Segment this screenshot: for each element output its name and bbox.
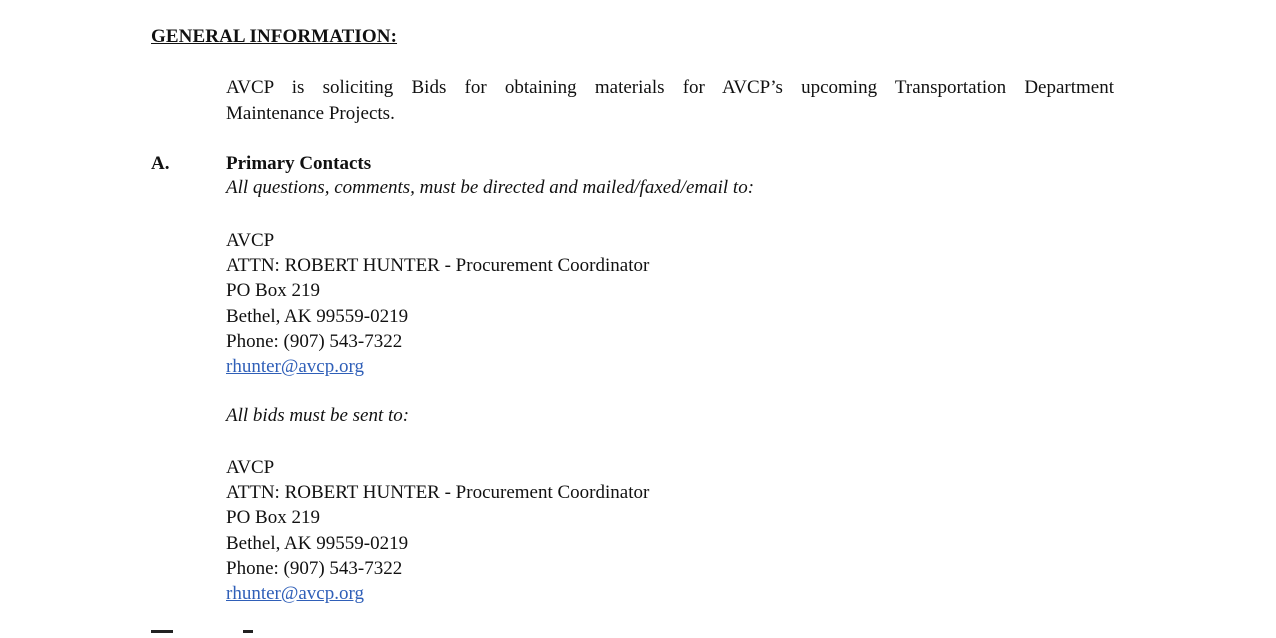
cut-off-next-section: [151, 628, 271, 638]
contact-instructions: All questions, comments, must be directed and mailed/faxed/email to:: [226, 177, 755, 198]
contact-phone: Phone: (907) 543-7322: [226, 557, 403, 579]
section-title: Primary Contacts: [226, 153, 372, 174]
contact-po-box: PO Box 219: [226, 507, 320, 529]
bids-instructions: All bids must be sent to:: [226, 405, 410, 426]
contact-city: Bethel, AK 99559-0219: [226, 532, 409, 554]
intro-line-1: AVCP is soliciting Bids for obtaining materials for AVCP’s upcoming Transportation Department: [226, 77, 1114, 98]
contact-attn: ATTN: ROBERT HUNTER - Procurement Coordinator: [226, 482, 650, 504]
contact-po-box: PO Box 219: [226, 280, 320, 302]
contact-org: AVCP: [226, 230, 275, 251]
contact-block-1: [226, 228, 649, 379]
contact-attn: ATTN: ROBERT HUNTER - Procurement Coordinator: [226, 255, 650, 277]
contact-block-2: [226, 455, 649, 606]
email-link[interactable]: rhunter@avcp.org: [226, 356, 364, 378]
contact-phone: Phone: (907) 543-7322: [226, 330, 403, 352]
section-letter: A.: [151, 153, 170, 174]
intro-paragraph: [226, 75, 1114, 127]
section-heading: GENERAL INFORMATION:: [151, 26, 398, 47]
contact-city: Bethel, AK 99559-0219: [226, 305, 409, 327]
email-link[interactable]: rhunter@avcp.org: [226, 583, 364, 605]
contact-org: AVCP: [226, 457, 275, 478]
intro-line-2: Maintenance Projects.: [226, 103, 395, 124]
